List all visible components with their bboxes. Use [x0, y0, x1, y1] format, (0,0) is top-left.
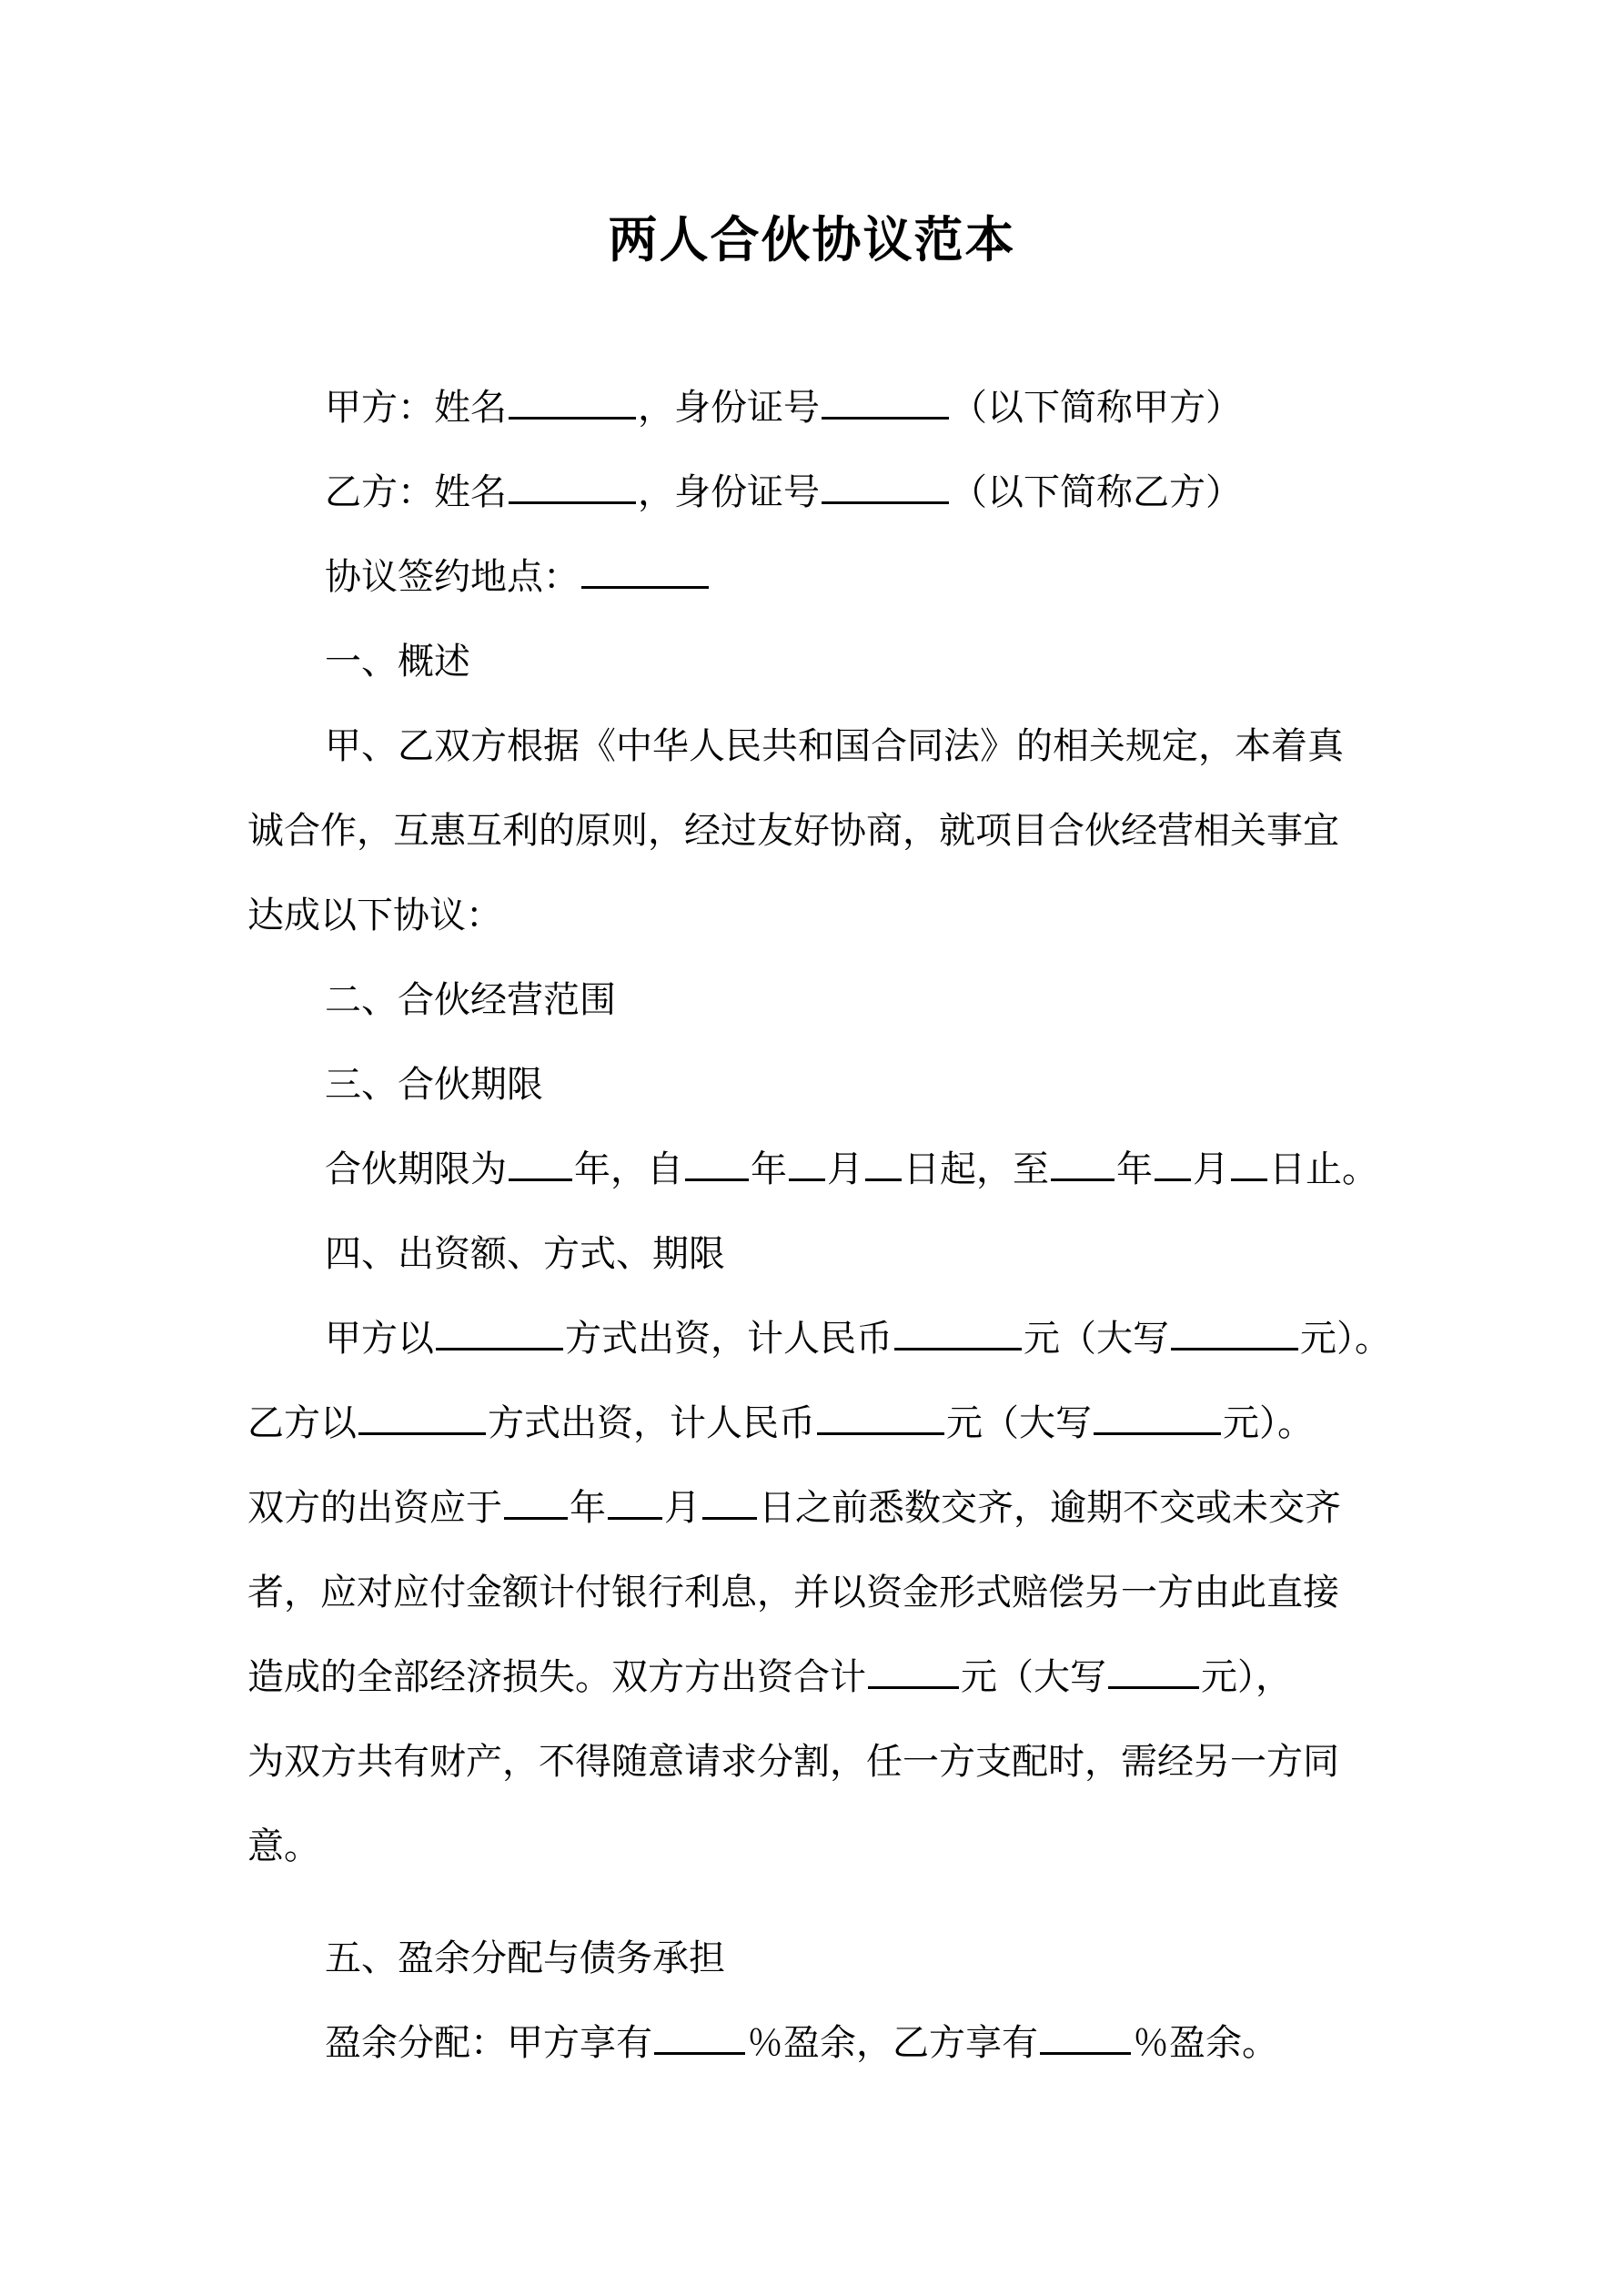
- section-1-line-2: 诚合作，互惠互利的原则，经过友好协商，就项目合伙经营相关事宜: [247, 810, 1339, 852]
- party-a-method-blank[interactable]: [436, 1313, 563, 1350]
- section-4-line-7: 意。: [247, 1826, 320, 1867]
- party-a-amount-blank[interactable]: [894, 1313, 1022, 1350]
- party-b-method-blank[interactable]: [358, 1398, 486, 1435]
- due-year-blank[interactable]: [504, 1482, 568, 1520]
- section-2-heading: 二、合伙经营范围: [325, 979, 616, 1021]
- party-a-amount-words-blank[interactable]: [1171, 1313, 1298, 1350]
- term-years-blank[interactable]: [509, 1144, 572, 1181]
- section-1-line-1: 甲、乙双方根据《中华人民共和国合同法》的相关规定，本着真: [325, 725, 1344, 767]
- section-3-heading: 三、合伙期限: [325, 1064, 543, 1106]
- party-a-contribution-line: 甲方以 方式出资，计人民币 元（大写 元）。: [325, 1313, 1391, 1364]
- section-4-line-4: 者，应对应付金额计付银行利息，并以资金形式赔偿另一方由此直接: [247, 1572, 1339, 1613]
- party-b-amount-blank[interactable]: [817, 1398, 944, 1435]
- section-1-line-3: 达成以下协议：: [247, 895, 502, 936]
- party-b-id-blank[interactable]: [822, 467, 949, 504]
- start-day-blank[interactable]: [865, 1144, 902, 1181]
- profit-distribution-line: 盈余分配：甲方享有 ％盈余，乙方享有 ％盈余。: [325, 2018, 1278, 2068]
- party-b-profit-share-blank[interactable]: [1040, 2018, 1131, 2055]
- start-month-blank[interactable]: [789, 1144, 825, 1181]
- party-b-amount-words-blank[interactable]: [1094, 1398, 1221, 1435]
- signing-location-blank[interactable]: [581, 551, 709, 589]
- total-amount-words-blank[interactable]: [1108, 1652, 1199, 1689]
- document-title: 两人合伙协议范本: [608, 210, 1016, 268]
- end-year-blank[interactable]: [1051, 1144, 1115, 1181]
- signing-location-line: 协议签约地点：: [325, 551, 711, 602]
- party-a-id-blank[interactable]: [822, 382, 949, 420]
- section-4-heading: 四、出资额、方式、期限: [325, 1233, 725, 1275]
- section-4-line-6: 为双方共有财产，不得随意请求分割，任一方支配时，需经另一方同: [247, 1741, 1339, 1783]
- party-b-line: 乙方：姓名 ，身份证号 （以下简称乙方）: [325, 467, 1242, 518]
- party-a-profit-share-blank[interactable]: [654, 2018, 745, 2055]
- contribution-total-line: 造成的全部经济损失。双方方出资合计 元（大写 元），: [247, 1652, 1292, 1703]
- party-b-name-blank[interactable]: [509, 467, 636, 504]
- party-b-contribution-line: 乙方以 方式出资，计人民币 元（大写 元）。: [247, 1398, 1314, 1449]
- term-line: 合伙期限为 年，自 年 月 日起，至 年 月 日止。: [325, 1144, 1378, 1195]
- contribution-due-line: 双方的出资应于 年 月 日之前悉数交齐，逾期不交或未交齐: [247, 1482, 1341, 1533]
- section-5-heading: 五、盈余分配与债务承担: [325, 1937, 725, 1979]
- party-a-line: 甲方：姓名 ，身份证号 （以下简称甲方）: [325, 382, 1242, 433]
- start-year-blank[interactable]: [685, 1144, 749, 1181]
- total-amount-blank[interactable]: [868, 1652, 959, 1689]
- end-day-blank[interactable]: [1231, 1144, 1267, 1181]
- end-month-blank[interactable]: [1155, 1144, 1191, 1181]
- party-a-name-blank[interactable]: [509, 382, 636, 420]
- due-month-blank[interactable]: [608, 1482, 662, 1520]
- section-1-heading: 一、概述: [325, 641, 470, 683]
- due-day-blank[interactable]: [702, 1482, 757, 1520]
